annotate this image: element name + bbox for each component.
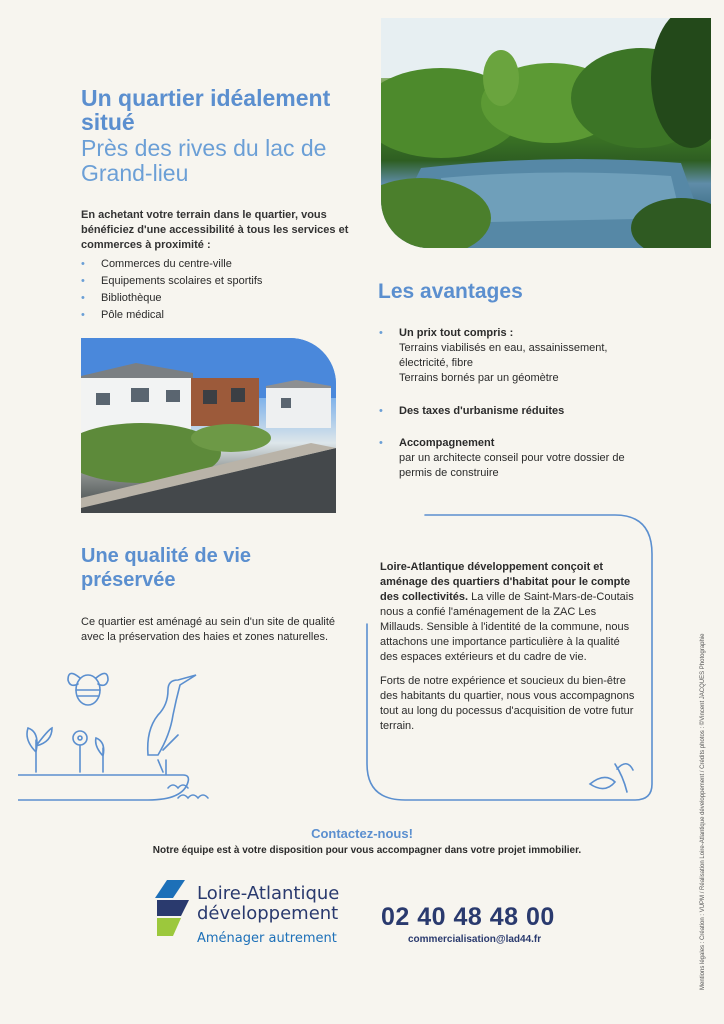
lake-photo-illustration [381, 18, 711, 248]
email-link[interactable]: commercialisation@lad44.fr [408, 934, 542, 945]
list-item: • Pôle médical [79, 307, 339, 324]
avantage-title: • Accompagnement [399, 437, 495, 449]
avantages-title: Les avantages [378, 280, 523, 303]
about-rest: La ville de Saint-Mars-de-Coutais nous a confié l'aménagement de la ZAC Les Millauds. Sensible à l'identité de la commune, nous attachons une importance particulière à la qualité des espaces extérieurs et du cadre de vie. [380, 591, 634, 663]
logo-line2: développement [197, 903, 339, 924]
avantage-title: • Des taxes d'urbanisme réduites [399, 405, 565, 417]
nature-illustration [18, 660, 218, 810]
about-para2: Forts de notre expérience et soucieux du bien-être des habitants du quartier, nous vous accompagnons tout au long du pocessus d'acquisition de votre futur terrain. [380, 675, 635, 732]
logo-tagline: Aménager autrement [197, 931, 337, 946]
list-item [377, 404, 652, 419]
avantage-line: Terrains bornés par un géomètre [399, 372, 559, 384]
list-item: • Equipements scolaires et sportifs [79, 273, 339, 290]
about-text [380, 560, 640, 665]
logo-text [197, 884, 339, 924]
qualite-text: Ce quartier est aménagé au sein d'un site de qualité avec la préservation des haies et zones naturelles. [81, 616, 336, 643]
services-list [79, 256, 339, 324]
contact-title: Contactez-nous! [311, 826, 413, 841]
lake-photo [381, 18, 711, 248]
credits-text: Mentions légales : Création : VUPM / Réalisation Loire-Atlantique développement / Crédits photos : ©Vincent JACQUES Photographie [700, 633, 706, 990]
phone-number[interactable]: 02 40 48 48 00 [381, 903, 555, 931]
qualite-title: Une qualité de vie préservée [81, 545, 252, 591]
intro-section [81, 86, 361, 186]
houses-photo [81, 338, 336, 513]
intro-lead: En achetant votre terrain dans le quartier, vous bénéficiez d'une accessibilité à tous les services et commerces à proximité : [81, 209, 349, 251]
list-item [377, 326, 652, 386]
contact-subtitle: Notre équipe est à votre disposition pour vous accompagner dans votre projet immobilier. [152, 845, 582, 856]
intro-title: Un quartier idéalement situé [81, 85, 331, 135]
avantages-list [377, 326, 652, 481]
list-item: • Commerces du centre-ville [79, 256, 339, 273]
avantage-line: par un architecte conseil pour votre dossier de permis de construire [399, 452, 625, 479]
houses-photo-illustration [81, 338, 336, 513]
list-item: • Bibliothèque [79, 290, 339, 307]
logo-line1: Loire-Atlantique [197, 883, 340, 904]
intro-subtitle: Près des rives du lac de Grand-lieu [81, 135, 327, 186]
lad-logo-icon [155, 880, 193, 936]
list-item [377, 436, 652, 481]
about-bold: Loire-Atlantique développement conçoit et aménage des quartiers d'habitat pour le compte des collectivités. [380, 561, 631, 603]
avantage-title: • Un prix tout compris : [399, 327, 514, 339]
avantage-line: Terrains viabilisés en eau, assainissement, électricité, fibre [399, 342, 608, 369]
